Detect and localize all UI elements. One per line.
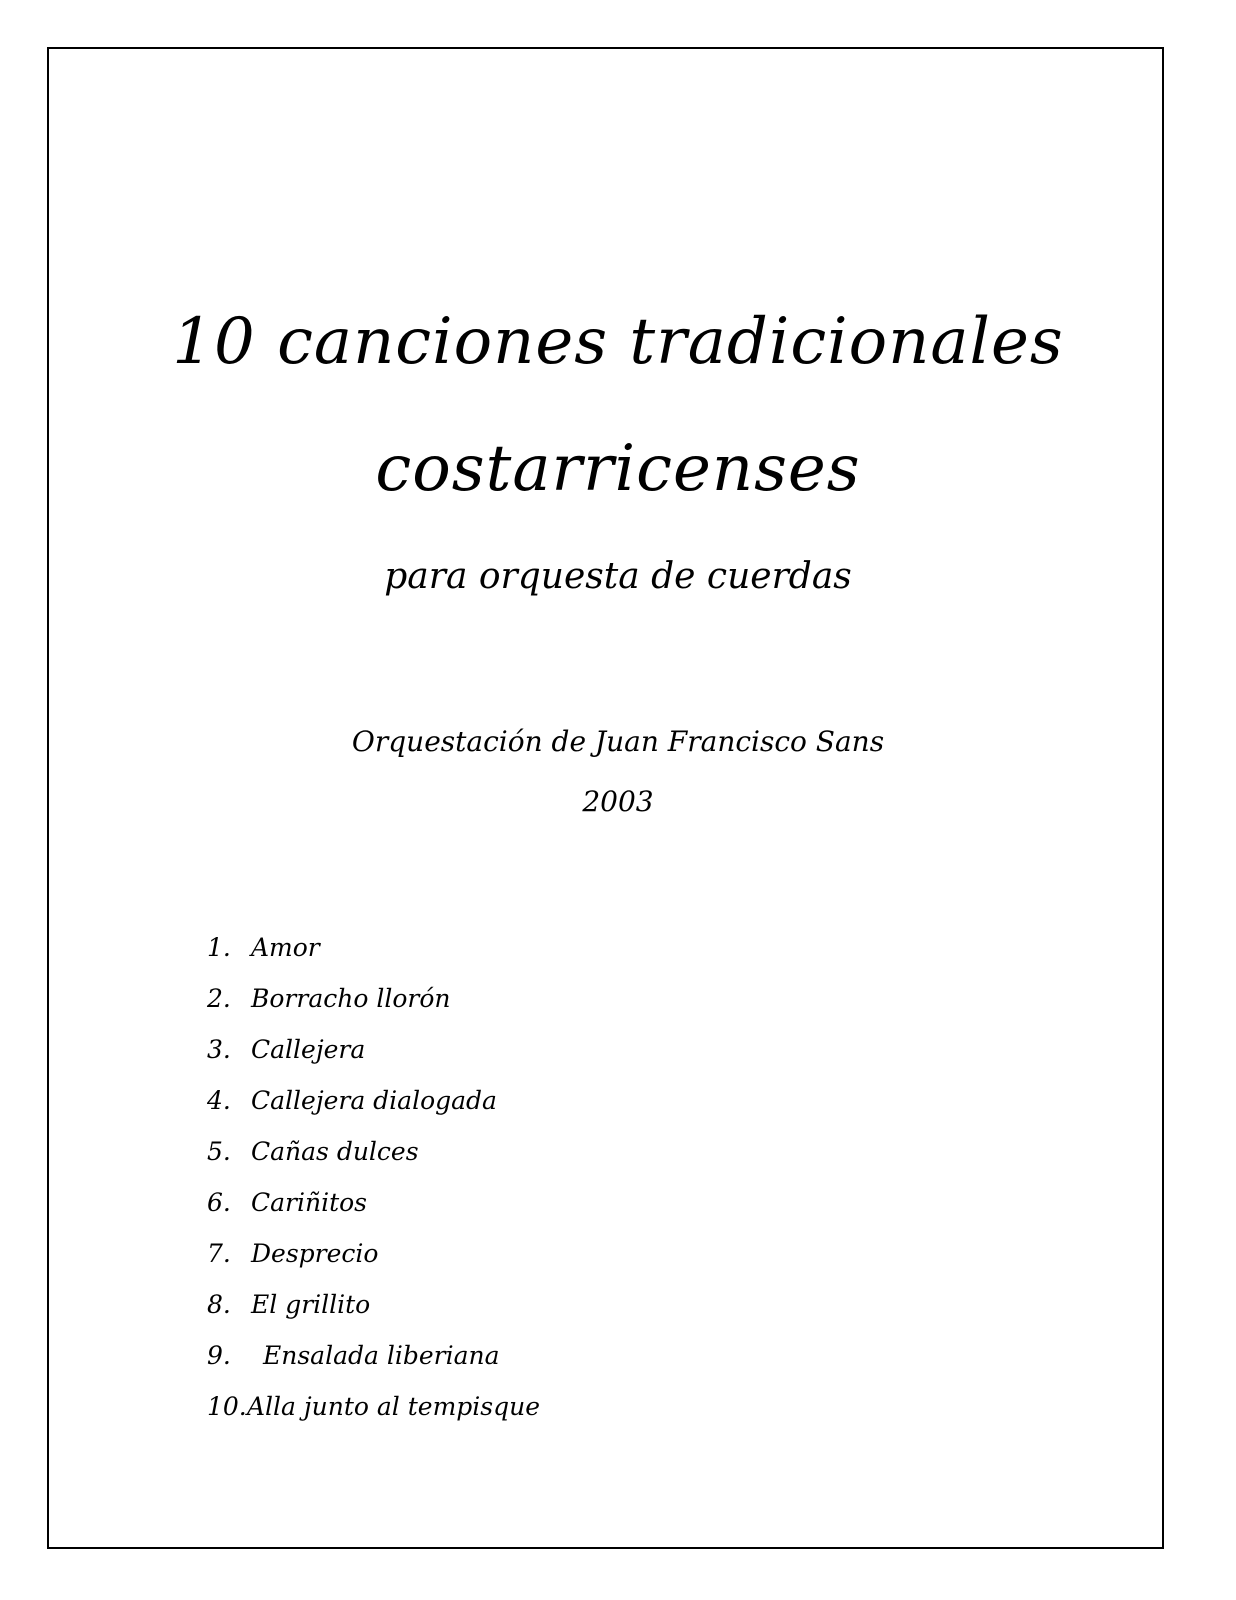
song-title: Alla junto al tempisque (247, 1392, 541, 1421)
song-item (207, 1279, 540, 1330)
song-item (207, 1075, 540, 1126)
year: 2003 (582, 785, 654, 818)
song-title: El grillito (251, 1290, 371, 1319)
song-item (207, 1177, 540, 1228)
song-number: 7. (207, 1239, 231, 1268)
song-number: 4. (207, 1086, 231, 1115)
song-item (207, 1228, 540, 1279)
song-title: Callejera dialogada (251, 1086, 497, 1115)
song-item (207, 1126, 540, 1177)
song-title: Desprecio (251, 1239, 379, 1268)
song-item (207, 1381, 540, 1432)
song-item (207, 1024, 540, 1075)
song-title: Cariñitos (251, 1188, 368, 1217)
song-title: Ensalada liberiana (263, 1341, 500, 1370)
orchestration-credit: Orquestación de Juan Francisco Sans (351, 725, 885, 758)
song-number: 8. (207, 1290, 231, 1319)
song-number: 2. (207, 984, 231, 1013)
subtitle: para orquesta de cuerdas (384, 556, 852, 597)
title-line-1: 10 canciones tradicionales (172, 305, 1064, 379)
song-number: 5. (207, 1137, 231, 1166)
song-title: Borracho llorón (251, 984, 451, 1013)
song-number: 1. (207, 933, 231, 962)
song-item (207, 973, 540, 1024)
song-number: 9. (207, 1341, 231, 1370)
song-list (207, 922, 540, 1432)
song-title: Amor (251, 933, 320, 962)
song-number: 10. (207, 1392, 247, 1421)
song-item (207, 1330, 540, 1381)
song-number: 3. (207, 1035, 231, 1064)
title-line-2: costarricenses (375, 432, 861, 506)
song-number: 6. (207, 1188, 231, 1217)
song-item (207, 922, 540, 973)
song-title: Callejera (251, 1035, 366, 1064)
song-title: Cañas dulces (251, 1137, 419, 1166)
